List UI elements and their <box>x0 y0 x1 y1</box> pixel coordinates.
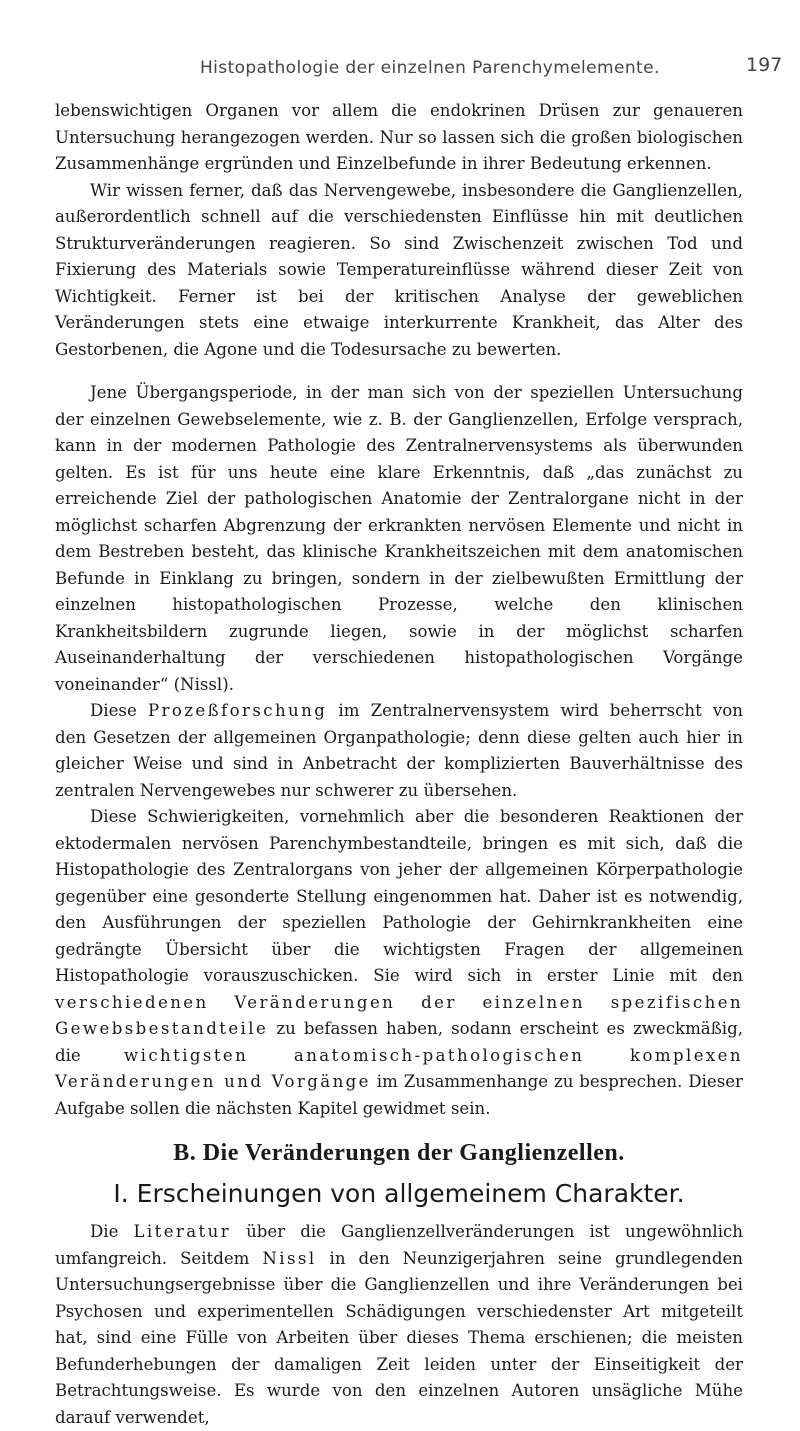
running-title: Histopathologie der einzelnen Parenchymelemente. <box>200 58 660 78</box>
subsection-heading: I. Erscheinungen von allgemeinem Charakter. <box>113 1178 685 1208</box>
paragraph-6-part-c: in den Neunzigerjahren seine grundlegenden Untersuchungsergebnisse über die Ganglienzellen und ihre Veränderungen bei Psychosen und experimentellen Schädigungen verschiedenster Art mitgeteilt hat, sind eine Fülle von Arbeiten über dieses Thema erschienen; die meisten Befunderhebungen der damaligen Zeit leiden unter der Einseitigkeit der Betrachtungsweise. Es wurde von den einzelnen Autoren unsägliche Mühe darauf verwendet, <box>55 1248 743 1427</box>
paragraph-5-part-a: Diese Schwierigkeiten, vornehmlich aber die besonderen Reaktionen der ektodermalen nervösen Parenchymbestandteile, bringen es mit sich, daß die Histopathologie des Zentralorgans von jeher der allgemeinen Körperpathologie gegenüber eine gesonderte Stellung eingenommen hat. Daher ist es notwendig, den Ausführungen der speziellen Pathologie der Gehirnkrankheiten eine gedrängte Übersicht über die wichtigsten Fragen der allgemeinen Histopathologie vorauszuschicken. Sie wird sich in erster Linie mit den <box>55 807 743 985</box>
paragraph-6 <box>55 1219 743 1431</box>
paragraph-5 <box>55 804 743 1122</box>
paragraph-4 <box>55 698 743 804</box>
paragraph-5-part-b: zu befassen haben, sodann erscheint es zweckmäßig, die <box>55 1019 743 1065</box>
paragraph-6-part-b: über die Ganglienzellveränderungen ist ungewöhnlich umfangreich. Seitdem <box>55 1222 743 1268</box>
body-text <box>55 98 743 1431</box>
paragraph-4-start: Diese <box>90 701 148 720</box>
section-heading: B. Die Veränderungen der Ganglienzellen. <box>173 1140 625 1166</box>
paragraph-6-spaced-1: Literatur <box>133 1222 232 1241</box>
paragraph-2: Wir wissen ferner, daß das Nervengewebe, insbesondere die Ganglienzellen, außerordentlich schnell auf die verschiedensten Einflüsse hin mit deutlichen Strukturveränderungen reagieren. So sind Zwischenzeit zwischen Tod und Fixierung des Materials sowie Temperatureinflüsse während dieser Zeit von Wichtigkeit. Ferner ist bei der kritischen Analyse der geweblichen Veränderungen stets eine etwaige interkurrente Krankheit, das Alter des Gestorbenen, die Agone und die Todesursache zu bewerten. <box>55 180 743 359</box>
paragraph-3: Jene Übergangsperiode, in der man sich von der speziellen Untersuchung der einzelnen Gewebselemente, wie z. B. der Ganglienzellen, Erfolge versprach, kann in der modernen Pathologie des Zentralnervensystems als überwunden gelten. Es ist für uns heute eine klare Erkenntnis, daß „das zunächst zu erreichende Ziel der pathologischen Anatomie der Zentralorgane nicht in der möglichst scharfen Abgrenzung der erkrankten nervösen Elemente und nicht in dem Bestreben besteht, das klinische Krankheitszeichen mit dem anatomischen Befunde in Einklang zu bringen, sondern in der zielbewußten Ermittlung der einzelnen histopathologischen Prozesse, welche den klinischen Krankheitsbildern zugrunde liegen, sowie in der möglichst scharfen Auseinanderhaltung der verschiedenen histopathologischen Vorgänge voneinander“ (Nissl). <box>55 383 743 694</box>
paragraph-5-spaced-1: verschiedenen Veränderungen der einzelnen spezifischen Gewebsbestandteile <box>55 992 743 1038</box>
paragraph-4-end: im Zentralnervensystem wird beherrscht von den Gesetzen der allgemeinen Organpathologie; denn diese gelten auch hier in gleicher Weise und sind in Anbetracht der komplizierten Bauverhältnisse des zentralen Nervengewebes nur schwerer zu übersehen. <box>55 701 743 800</box>
paragraph-4-spaced: Prozeßforschung <box>147 701 328 720</box>
paragraph-6-part-a: Die <box>90 1222 134 1241</box>
paragraph-5-spaced-2: wichtigsten anatomisch-pathologischen komplexen Veränderungen und Vorgänge <box>55 1045 743 1091</box>
running-head <box>0 48 800 78</box>
paragraph-5-part-c: im Zusammenhange zu besprechen. Dieser Aufgabe sollen die nächsten Kapitel gewidmet sein. <box>55 1072 743 1118</box>
paragraph-1: lebenswichtigen Organen vor allem die endokrinen Drüsen zur genaueren Untersuchung herangezogen werden. Nur so lassen sich die großen biologischen Zusammenhänge ergründen und Einzelbefunde in ihrer Bedeutung erkennen. <box>55 101 743 173</box>
page-number: 197 <box>746 54 783 76</box>
paragraph-gap <box>55 363 743 380</box>
paragraph-6-spaced-2: Nissl <box>262 1248 317 1268</box>
